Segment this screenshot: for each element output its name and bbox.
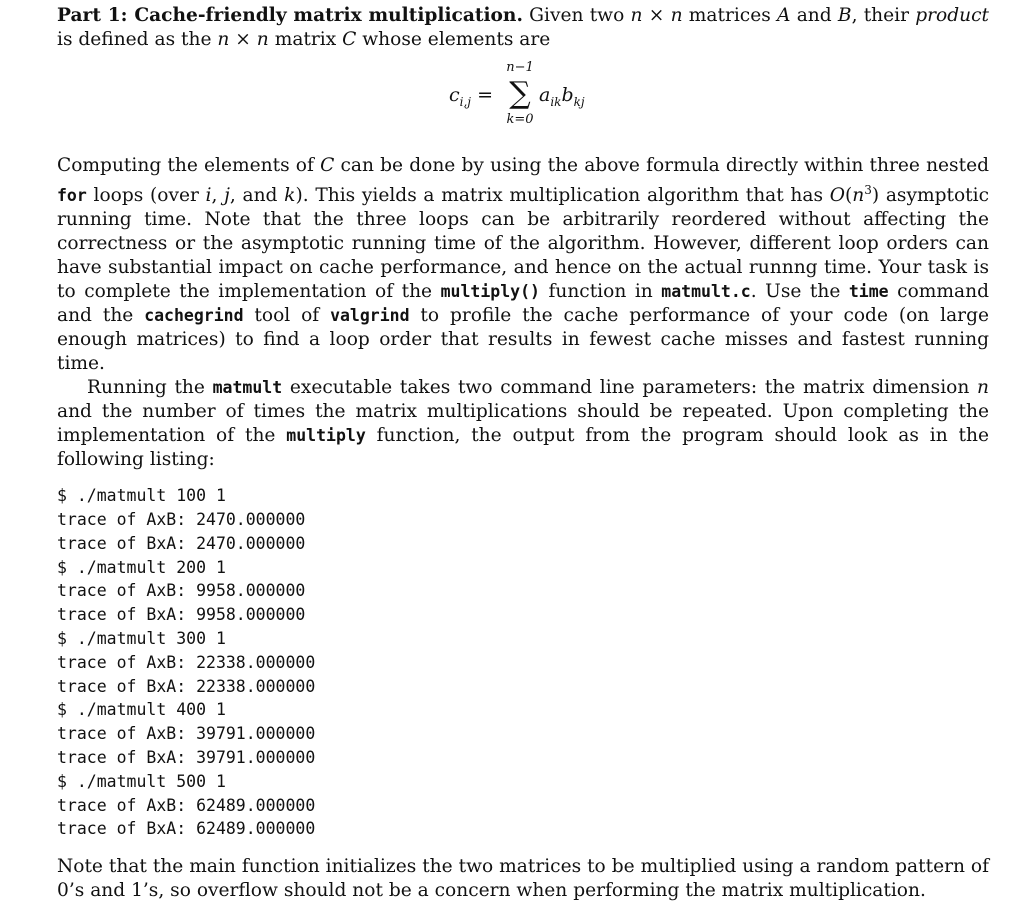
listing-line: $ ./matmult 400 1	[57, 700, 226, 720]
listing-line: trace of AxB: 62489.000000	[57, 795, 316, 815]
formula-lhs: $c_{i,j}$ =	[449, 84, 493, 109]
listing-line: $ ./matmult 300 1	[57, 628, 226, 648]
listing-line: trace of AxB: 22338.000000	[57, 652, 316, 672]
part-heading: Part 1: Cache-friendly matrix multiplication.	[57, 5, 523, 26]
terminal-listing	[57, 484, 989, 841]
code-multiply: multiply	[286, 426, 366, 446]
product-term: product	[915, 5, 989, 26]
listing-line: trace of BxA: 9958.000000	[57, 605, 306, 625]
sum-upper-bound: n−1	[506, 60, 534, 75]
listing-line: trace of BxA: 39791.000000	[57, 747, 316, 767]
listing-line: trace of BxA: 2470.000000	[57, 533, 306, 553]
summation-formula	[57, 60, 989, 148]
paragraph-closing: Note that the main function initializes the two matrices to be multiplied using a random pattern of 0’s and 1’s, so overflow should not be a concern when performing the matrix multiplication.	[57, 856, 989, 902]
sigma-symbol: n−1 ∑ k=0	[504, 60, 536, 127]
listing-line: trace of AxB: 39791.000000	[57, 724, 316, 744]
intro-paragraph: Part 1: Cache-friendly matrix multiplication. Given two n × n matrices A and B, their product is defined as the n × n matrix C whose elements are	[57, 5, 989, 50]
listing-line: $ ./matmult 200 1	[57, 557, 226, 577]
listing-line: $ ./matmult 500 1	[57, 771, 226, 791]
sum-lower-bound: k=0	[506, 112, 534, 127]
listing-line: trace of BxA: 62489.000000	[57, 819, 316, 839]
paragraph-computing: Computing the elements of C can be done by using the above formula directly within three nested for loops (over i, j, and k). This yields a matrix multiplication algorithm that has $O(n^3)$ asymptotic running time. Note that the three loops can be arbitrarily reordered without affecting the correctness or the asymptotic running time of the algorithm. However, different loop orders can have substantial impact on cache performance, and hence on the actual runnng time. Your task is to complete the implementation of the multiply() function in matmult.c. Use the time command and the cachegrind tool of valgrind to profile the cache performance of your code (on large enough matrices) to find a loop order that results in fewest cache misses and fastest running time.	[57, 155, 990, 375]
code-matmult-file: matmult.c	[661, 282, 751, 302]
code-multiply-fn: multiply()	[440, 282, 540, 302]
listing-line: trace of AxB: 2470.000000	[57, 509, 306, 529]
code-cachegrind: cachegrind	[144, 306, 244, 326]
formula-rhs: $a_{ik}b_{kj}$	[539, 84, 585, 109]
code-time: time	[848, 282, 889, 302]
code-valgrind: valgrind	[330, 306, 410, 326]
paragraph-running: Running the matmult executable takes two command line parameters: the matrix dimension n and the number of times the matrix multiplications should be repeated. Upon completing the implementation of the multiply function, the output from the program should look as in the following listing:	[57, 377, 990, 471]
code-for: for	[57, 186, 87, 206]
listing-line: trace of BxA: 22338.000000	[57, 676, 316, 696]
code-matmult-exe: matmult	[212, 378, 283, 398]
document-page	[57, 4, 989, 903]
listing-line: $ ./matmult 100 1	[57, 486, 226, 506]
listing-line: trace of AxB: 9958.000000	[57, 581, 306, 601]
